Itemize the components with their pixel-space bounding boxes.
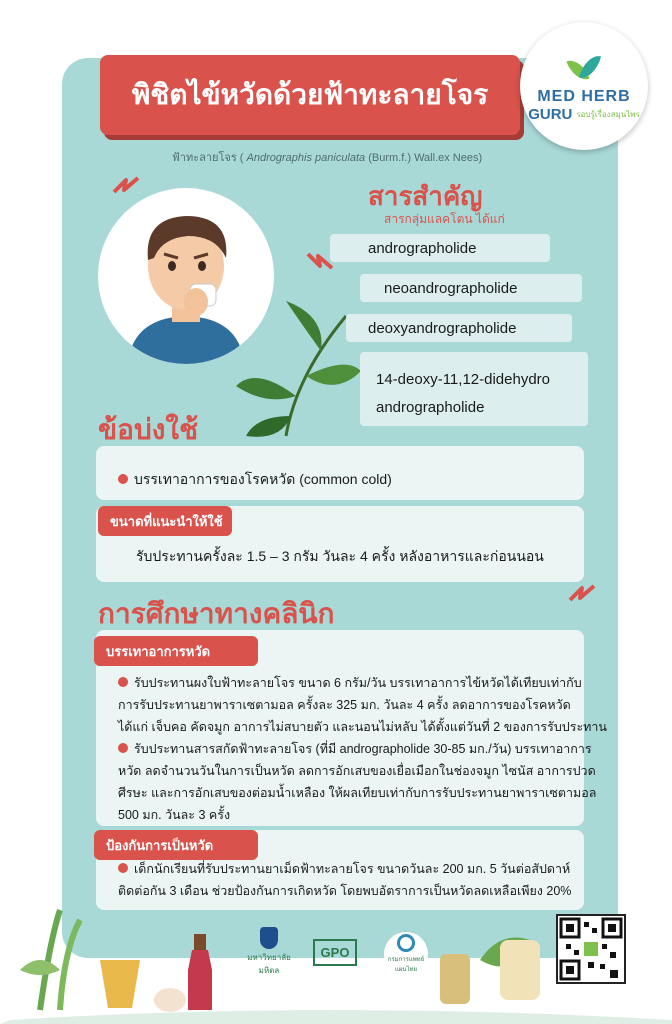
relief-paragraph-1: รับประทานผงใบฟ้าทะลายโจร ขนาด 6 กรัม/วัน บรรเทาอาการไข้หวัดได้เทียบเท่ากับ การรับประทานยาพาราเซตามอล ครั้งละ 325 มก. วันละ 4 ครั้ง ลดอาการของโรคหวัด ได้แก่ เจ็บคอ คัดจมูก อาการไม่สบายตัว และนอนไม่หลับ ได้ตั้งแต่วันที่ 2 ของการรับประทาน [118, 676, 607, 734]
clinical-heading: การศึกษาทางคลินิก [98, 598, 335, 629]
scientific-name-author: (Burm.f.) Wall.ex Nees) [368, 152, 483, 164]
prevent-tag: ป้องกันการเป็นหวัด [94, 830, 258, 860]
bullet-icon [118, 863, 128, 873]
relief-tag: บรรเทาอาการหวัด [94, 636, 258, 666]
bullet-icon [118, 677, 128, 687]
dose-text: รับประทานครั้งละ 1.5 – 3 กรัม วันละ 4 ครั้ง หลังอาหารและก่อนนอน [136, 548, 544, 564]
key-substances-heading: สารสำคัญ [368, 181, 483, 211]
bullet-icon [118, 474, 128, 484]
mahidol-logo: มหาวิทยาลัยมหิดล [244, 932, 294, 972]
scientific-name-thai: ฟ้าทะลายโจร ( [172, 152, 244, 164]
zigzag-icon [112, 176, 140, 196]
med-herb-guru-logo [520, 22, 648, 150]
logo-tagline: รอบรู้เรื่องสมุนไพร [576, 109, 640, 119]
substance-chip: neoandrographolide [360, 274, 582, 302]
scientific-name [172, 148, 482, 166]
key-substances-subheading: สารกลุ่มแลคโตน ได้แก่ [384, 212, 505, 226]
substance-tall-line2: andrographolide [376, 399, 485, 416]
substance-tall-line1: 14-deoxy-11,12-didehydro [376, 371, 551, 388]
prevent-paragraph: เด็กนักเรียนที่รับประทานยาเม็ดฟ้าทะลายโจร ขนาดวันละ 200 มก. 5 วันต่อสัปดาห์ ติดต่อกัน 3 เดือน ช่วยป้องกันการเกิดหวัด โดยพบอัตราการเป็นหวัดลดเหลือเพียง 20% [118, 862, 572, 898]
relief-paragraph-2: รับประทานสารสกัดฟ้าทะลายโจร (ที่มี andrographolide 30-85 มก./วัน) บรรเทาอาการ หวัด ลดจำนวนวันในการเป็นหวัด ลดการอักเสบของเยื่อเมือกในช่องจมูก ไซนัส อาการปวด ศีรษะ และการอักเสบของต่อมน้ำเหลือง ให้ผลเทียบเท่ากับการรับประทานยาพาราเซตามอล 500 มก. วันละ 3 ครั้ง [118, 742, 597, 822]
substance-chip-tall [360, 352, 588, 426]
herb-leaves-icon [226, 296, 366, 446]
title-banner [100, 55, 520, 135]
logo-line1: MED HERB [537, 87, 631, 105]
dose-tag: ขนาดที่แนะนำให้ใช้ [98, 506, 232, 536]
logo-line2: GURU [528, 105, 573, 123]
scientific-name-latin: Andrographis paniculata [246, 152, 366, 164]
bullet-icon [118, 743, 128, 753]
title-part1: พิชิตไข้หวัดด้วย [131, 79, 324, 110]
zigzag-icon [568, 584, 596, 604]
thai-medicine-logo: กรมการแพทย์แผนไทย [384, 932, 428, 976]
indication-item: บรรเทาอาการของโรคหวัด (common cold) [118, 468, 392, 490]
leaf-icon [564, 50, 604, 84]
substance-chip: andrographolide [330, 234, 550, 262]
substance-chip: deoxyandrographolide [346, 314, 572, 342]
qr-code[interactable] [556, 914, 626, 984]
title-part2: ฟ้าทะลายโจร [323, 79, 489, 110]
gpo-logo: GPO [302, 932, 368, 972]
indications-heading: ข้อบ่งใช้ [98, 414, 199, 445]
